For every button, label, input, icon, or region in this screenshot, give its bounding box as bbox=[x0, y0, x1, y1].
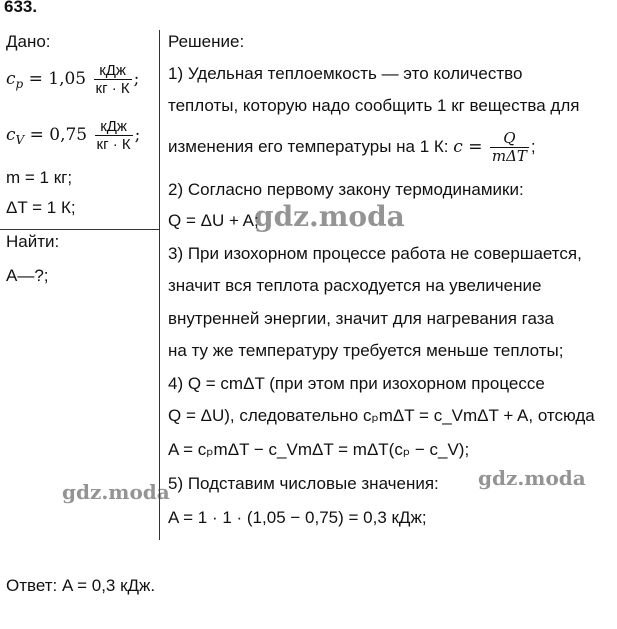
cv-unit-num: кДж bbox=[95, 118, 133, 136]
given-header: Дано: bbox=[6, 32, 51, 51]
solution-line-9: на ту же температуру требуется меньше теплоты; bbox=[168, 341, 564, 360]
cv-unit-den: кг · К bbox=[96, 136, 131, 153]
solution-line-3 bbox=[168, 130, 536, 165]
solution-line-6: 3) При изохорном процессе работа не совершается, bbox=[168, 244, 582, 263]
given-cv bbox=[6, 118, 140, 153]
problem-number: 633. bbox=[4, 0, 38, 16]
cv-tail: ; bbox=[134, 125, 141, 145]
cp-eq: = 1,05 bbox=[23, 69, 92, 89]
solution-line-8: внутренней энергии, значит для нагревания газа bbox=[168, 309, 554, 328]
cv-unit bbox=[95, 118, 133, 153]
solution-line-1: 1) Удельная теплоемкость — это количество bbox=[168, 64, 523, 83]
given-cp bbox=[6, 62, 139, 97]
given-mass: m = 1 кг; bbox=[6, 168, 73, 187]
solution-line-10: 4) Q = cmΔT (при этом при изохорном процессе bbox=[168, 374, 545, 393]
column-divider bbox=[159, 30, 160, 540]
solution-line-5: Q = ΔU + A; bbox=[168, 211, 259, 230]
cp-symbol: c bbox=[6, 69, 16, 89]
specific-heat-lhs: c = bbox=[453, 136, 488, 157]
find-item: A—?; bbox=[6, 266, 49, 285]
cv-sub: V bbox=[15, 133, 25, 147]
solution-line-3-text: изменения его температуры на 1 К: bbox=[168, 136, 454, 156]
solution-line-4: 2) Согласно первому закону термодинамики: bbox=[168, 180, 524, 199]
watermark: gdz.moda bbox=[62, 480, 170, 504]
find-header: Найти: bbox=[6, 232, 60, 251]
answer: Ответ: A = 0,3 кДж. bbox=[6, 576, 156, 595]
solution-line-12: A = cₚmΔT − c_VmΔT = mΔT(cₚ − c_V); bbox=[168, 440, 470, 459]
cv-eq: = 0,75 bbox=[24, 125, 93, 145]
cp-tail: ; bbox=[133, 69, 140, 89]
solution-line-13: 5) Подставим числовые значения: bbox=[168, 474, 439, 493]
watermark: gdz.moda bbox=[478, 466, 586, 490]
solution-line-2: теплоты, которую надо сообщить 1 кг вещества для bbox=[168, 96, 580, 115]
solution-header: Решение: bbox=[168, 32, 245, 51]
cp-unit-den: кг · К bbox=[95, 80, 130, 97]
cv-symbol: c bbox=[6, 125, 16, 145]
solution-line-3-tail: ; bbox=[530, 136, 536, 156]
solution-line-7: значит вся теплота расходуется на увеличение bbox=[168, 276, 542, 295]
watermark: gdz.moda bbox=[254, 200, 405, 233]
given-delta-t: ΔT = 1 К; bbox=[6, 198, 76, 217]
specific-heat-den: mΔT bbox=[491, 147, 527, 165]
given-find-divider bbox=[0, 229, 160, 230]
cp-sub: p bbox=[15, 77, 24, 91]
cp-unit-num: кДж bbox=[94, 62, 132, 80]
specific-heat-num: Q bbox=[490, 130, 529, 148]
cp-unit bbox=[94, 62, 132, 97]
specific-heat-fraction bbox=[490, 130, 529, 165]
solution-line-14: A = 1 · 1 · (1,05 − 0,75) = 0,3 кДж; bbox=[168, 508, 427, 527]
solution-line-11: Q = ΔU), следовательно cₚmΔT = c_VmΔT + A, отсюда bbox=[168, 406, 595, 425]
